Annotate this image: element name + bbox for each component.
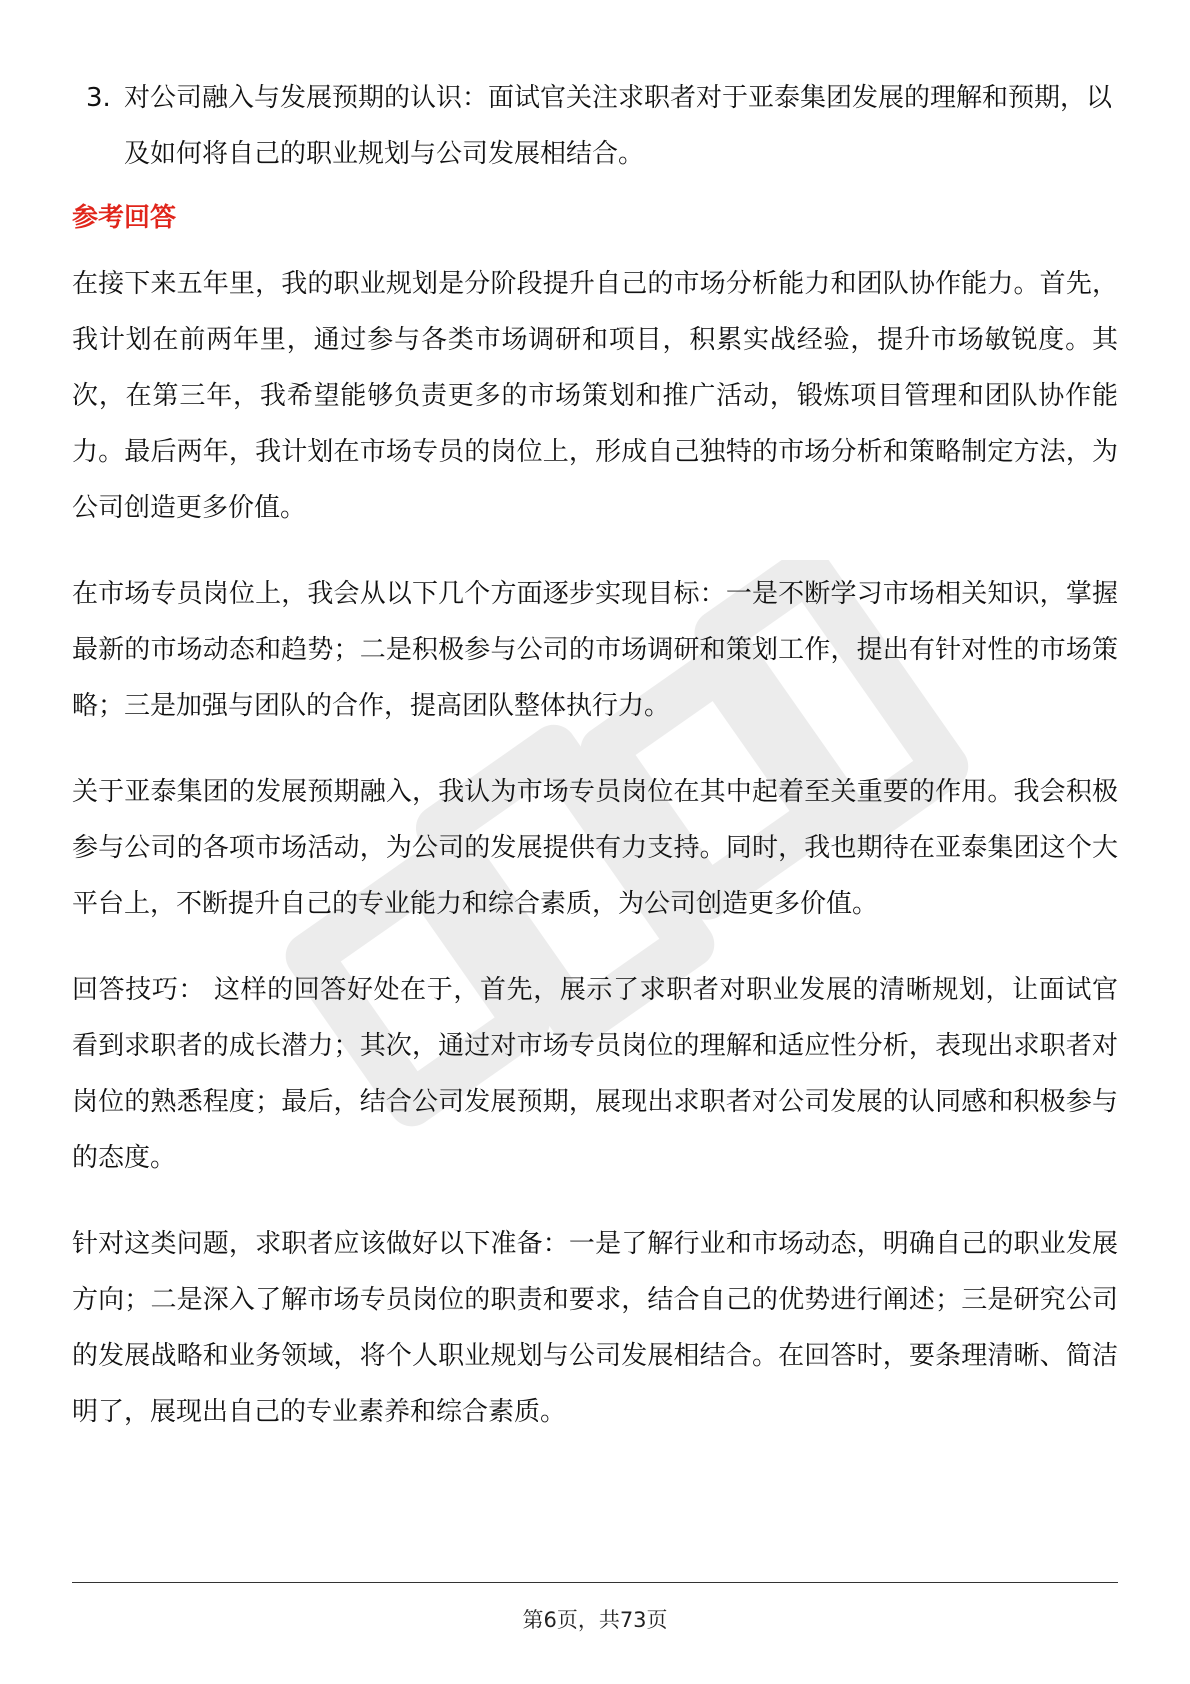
page-content xyxy=(72,70,1118,1440)
paragraph-goal-steps: 在市场专员岗位上，我会从以下几个方面逐步实现目标：一是不断学习市场相关知识，掌握最新的市场动态和趋势；二是积极参与公司的市场调研和策划工作，提出有针对性的市场策略；三是加强与团队的合作，提高团队整体执行力。 xyxy=(72,579,1118,721)
paragraph-answer-tips: 回答技巧： 这样的回答好处在于，首先，展示了求职者对职业发展的清晰规划，让面试官看到求职者的成长潜力；其次，通过对市场专员岗位的理解和适应性分析，表现出求职者对岗位的熟悉程度；最后，结合公司发展预期，展现出求职者对公司发展的认同感和积极参与的态度。 xyxy=(72,975,1118,1173)
paragraph-career-plan: 在接下来五年里，我的职业规划是分阶段提升自己的市场分析能力和团队协作能力。首先，我计划在前两年里，通过参与各类市场调研和项目，积累实战经验，提升市场敏锐度。其次，在第三年，我希望能够负责更多的市场策划和推广活动，锻炼项目管理和团队协作能力。最后两年，我计划在市场专员的岗位上，形成自己独特的市场分析和策略制定方法，为公司创造更多价值。 xyxy=(72,269,1118,523)
paragraph-company-integration: 关于亚泰集团的发展预期融入，我认为市场专员岗位在其中起着至关重要的作用。我会积极参与公司的各项市场活动，为公司的发展提供有力支持。同时，我也期待在亚泰集团这个大平台上，不断提升自己的专业能力和综合素质，为公司创造更多价值。 xyxy=(72,777,1118,919)
list-item-number: 3. xyxy=(86,83,111,113)
section-title-reference-answer: 参考回答 xyxy=(72,203,177,233)
list-item-text: 对公司融入与发展预期的认识：面试官关注求职者对于亚泰集团发展的理解和预期，以及如何将自己的职业规划与公司发展相结合。 xyxy=(124,83,1113,169)
paragraph-preparation: 针对这类问题，求职者应该做好以下准备：一是了解行业和市场动态，明确自己的职业发展方向；二是深入了解市场专员岗位的职责和要求，结合自己的优势进行阐述；三是研究公司的发展战略和业务领域，将个人职业规划与公司发展相结合。在回答时，要条理清晰、简洁明了，展现出自己的专业素养和综合素质。 xyxy=(72,1229,1118,1427)
footer-divider xyxy=(72,1582,1118,1583)
page-number-label: 第6页，共73页 xyxy=(522,1608,668,1632)
list-item-3 xyxy=(72,70,1118,182)
